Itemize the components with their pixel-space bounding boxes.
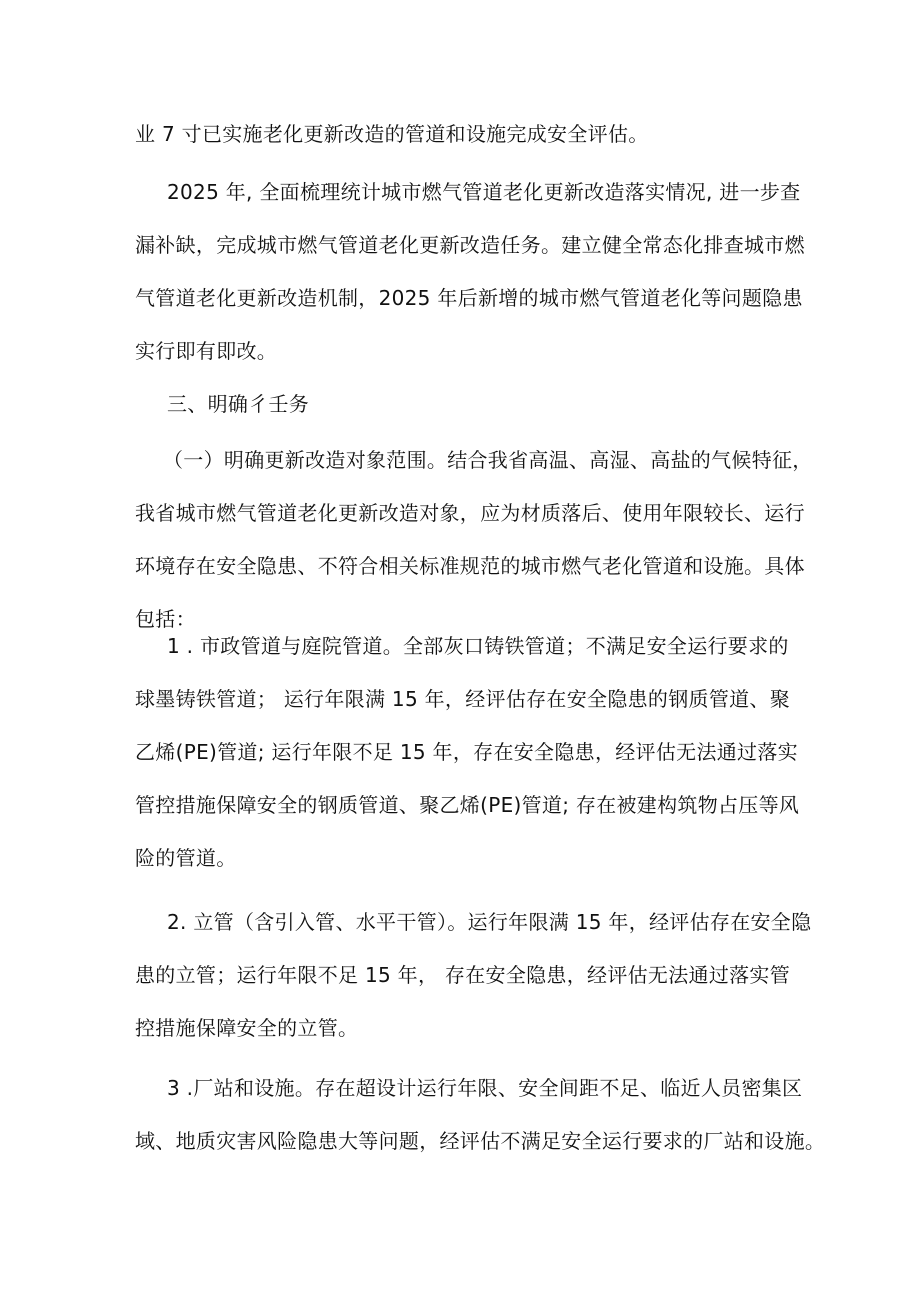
section-heading (135, 378, 800, 431)
text-line: 实行即有即改。 (135, 339, 278, 363)
paragraph-item-2 (135, 896, 812, 1055)
text-line: 1 . 市政管道与庭院管道。全部灰口铸铁管道；不满足安全运行要求的 (167, 634, 789, 658)
text-line: 控措施保障安全的立管。 (135, 1016, 359, 1040)
text-line: 我省城市燃气管道老化更新改造对象，应为材质落后、使用年限较长、运行 (135, 501, 805, 525)
text-line: 球墨铸铁管道； 运行年限满 15 年，经评估存在安全隐患的钢质管道、聚 (135, 687, 791, 711)
text-line: 漏补缺，完成城市燃气管道老化更新改造任务。建立健全常态化排查城市燃 (135, 233, 805, 257)
text-line: 2. 立管（含引入管、水平干管）。运行年限满 15 年，经评估存在安全隐 (167, 910, 812, 934)
text-line: 管控措施保障安全的钢质管道、聚乙烯(PE)管道; 存在被建构筑物占压等风 (135, 793, 800, 817)
paragraph-2025-plan (135, 166, 805, 378)
text-line: 环境存在安全隐患、不符合相关标准规范的城市燃气老化管道和设施。具体 (135, 554, 805, 578)
text-line: 患的立管；运行年限不足 15 年， 存在安全隐患，经评估无法通过落实管 (135, 963, 791, 987)
text-line: 业 7 寸已实施老化更新改造的管道和设施完成安全评估。 (135, 122, 649, 146)
paragraph-item-3 (135, 1062, 826, 1168)
text-line: 2025 年, 全面梳理统计城市燃气管道老化更新改造落实情况, 进一步查 (167, 180, 801, 204)
text-line: 包括： (135, 607, 196, 631)
text-line: 气管道老化更新改造机制，2025 年后新增的城市燃气管道老化等问题隐患 (135, 286, 803, 310)
text-line: 险的管道。 (135, 846, 237, 870)
text-line: （一）明确更新改造对象范围。结合我省高温、高湿、高盐的气候特征， (163, 448, 813, 472)
text-line: 3 .厂站和设施。存在超设计运行年限、安全间距不足、临近人员密集区 (167, 1076, 803, 1100)
paragraph-scope (135, 434, 813, 646)
text-line: 乙烯(PE)管道; 运行年限不足 15 年，存在安全隐患，经评估无法通过落实 (135, 740, 798, 764)
text-line: 域、地质灾害风险隐患大等问题，经评估不满足安全运行要求的厂站和设施。 (135, 1129, 826, 1153)
paragraph-intro-fragment (135, 108, 800, 161)
text-line: 三、明确彳壬务 (167, 392, 310, 416)
paragraph-item-1 (135, 620, 800, 885)
